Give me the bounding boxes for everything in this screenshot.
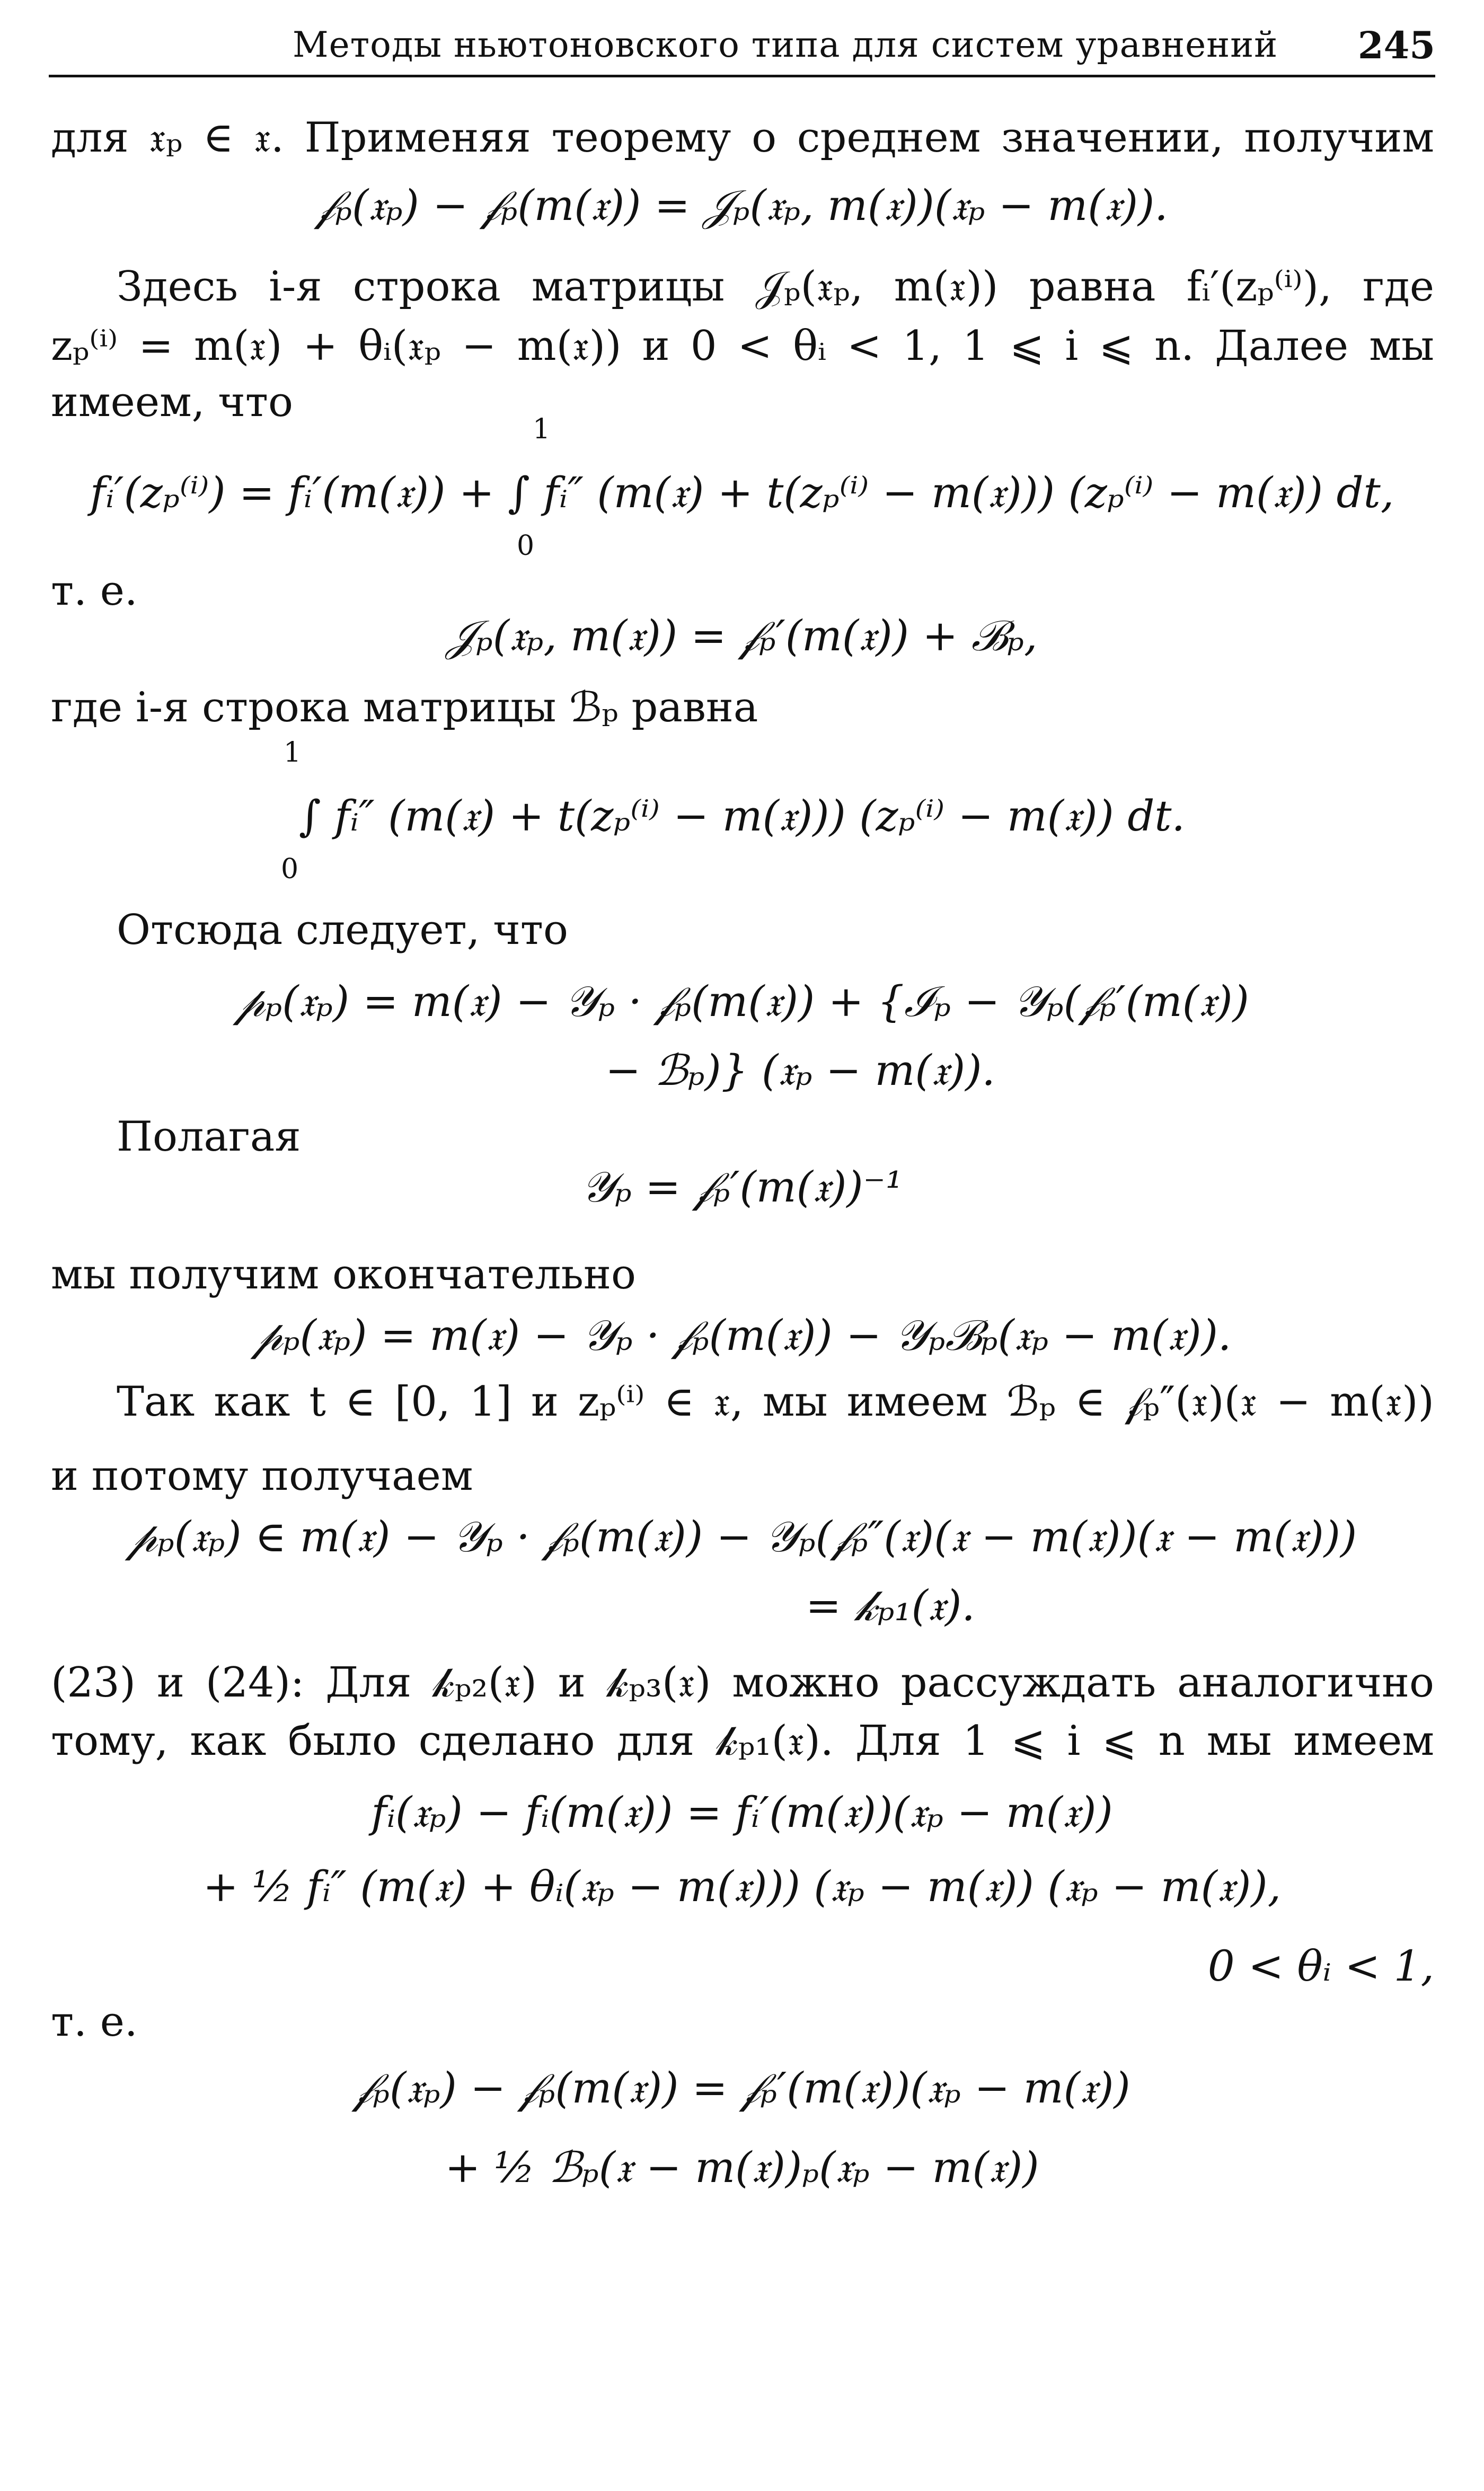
text-line: Полагая	[117, 1113, 301, 1161]
text-line: Отсюда следует, что	[117, 906, 568, 954]
equation-mean-value: 𝒻ₚ(𝔵ₚ) − 𝒻ₚ(m(𝔵)) = 𝒥ₚ(𝔵ₚ, m(𝔵))(𝔵ₚ − m(𝔵)).	[316, 181, 1168, 230]
equation-taylor: fᵢ(𝔵ₚ) − fᵢ(m(𝔵)) = fᵢ′(m(𝔵))(𝔵ₚ − m(𝔵))	[371, 1788, 1113, 1837]
equation-inclusion-cont: = 𝓀ₚ₁(𝔵).	[806, 1581, 975, 1630]
integral-lower-limit: 0	[281, 853, 299, 885]
header-rule	[49, 75, 1435, 77]
text-line: Так как t ∈ [0, 1] и zₚ⁽ⁱ⁾ ∈ 𝔵, мы имеем ℬₚ ∈ 𝒻ₚ″(𝔵)(𝔵 − m(𝔵))	[117, 1378, 1434, 1426]
text-line: Здесь i-я строка матрицы 𝒥ₚ(𝔵ₚ, m(𝔵)) равна fᵢ′(zₚ⁽ⁱ⁾), где	[117, 263, 1434, 311]
text-line: тому, как было сделано для 𝓀ₚ₁(𝔵). Для 1 ⩽ i ⩽ n мы имеем	[51, 1717, 1434, 1765]
text-line: zₚ⁽ⁱ⁾ = m(𝔵) + θᵢ(𝔵ₚ − m(𝔵)) и 0 < θᵢ < 1, 1 ⩽ i ⩽ n. Далее мы	[51, 322, 1434, 370]
text-line: для 𝔵ₚ ∈ 𝔵. Применяя теорему о среднем значении, получим	[51, 114, 1434, 162]
running-header	[49, 19, 1435, 77]
text-line: и потому получаем	[51, 1452, 473, 1500]
text-line: т. е.	[51, 1998, 138, 2046]
equation-jacobian: 𝒥ₚ(𝔵ₚ, m(𝔵)) = 𝒻ₚ′(m(𝔵)) + ℬₚ,	[446, 611, 1038, 660]
integral-upper-limit: 1	[533, 413, 551, 445]
equation-row-integral: ∫ fᵢ″ (m(𝔵) + t(zₚ⁽ⁱ⁾ − m(𝔵))) (zₚ⁽ⁱ⁾ − m(𝔵)) dt.	[299, 791, 1185, 841]
equation-vector-taylor-cont: + ½ ℬₚ(𝔵 − m(𝔵))ₚ(𝔵ₚ − m(𝔵))	[445, 2143, 1039, 2192]
equation-final: 𝓅ₚ(𝔵ₚ) = m(𝔵) − 𝒴ₚ · 𝒻ₚ(m(𝔵)) − 𝒴ₚℬₚ(𝔵ₚ − m(𝔵)).	[252, 1311, 1232, 1360]
equation-y-def: 𝒴ₚ = 𝒻ₚ′(m(𝔵))⁻¹	[581, 1162, 903, 1212]
text-line: т. е.	[51, 567, 138, 615]
equation-inclusion: 𝓅ₚ(𝔵ₚ) ∈ m(𝔵) − 𝒴ₚ · 𝒻ₚ(m(𝔵)) − 𝒴ₚ(𝒻ₚ″(𝔵)(𝔵 − m(𝔵))(𝔵 − m(𝔵)))	[127, 1512, 1357, 1561]
equation-p-operator-cont: − ℬₚ)} (𝔵ₚ − m(𝔵)).	[605, 1046, 995, 1095]
equation-p-operator: 𝓅ₚ(𝔵ₚ) = m(𝔵) − 𝒴ₚ · 𝒻ₚ(m(𝔵)) + {ℐₚ − 𝒴ₚ(𝒻ₚ′(m(𝔵))	[235, 977, 1249, 1026]
equation-theta-bound: 0 < θᵢ < 1,	[1207, 1941, 1434, 1991]
text-line: (23) и (24): Для 𝓀ₚ₂(𝔵) и 𝓀ₚ₃(𝔵) можно рассуждать аналогично	[51, 1659, 1434, 1707]
equation-derivative-integral: fᵢ′(zₚ⁽ⁱ⁾) = fᵢ′(m(𝔵)) + ∫ fᵢ″ (m(𝔵) + t(zₚ⁽ⁱ⁾ − m(𝔵))) (zₚ⁽ⁱ⁾ − m(𝔵)) dt,	[90, 468, 1394, 517]
running-title: Методы ньютоновского типа для систем уравнений	[293, 24, 1278, 65]
text-line: где i-я строка матрицы ℬₚ равна	[51, 684, 758, 731]
integral-upper-limit: 1	[284, 737, 302, 768]
page-number: 245	[1357, 23, 1435, 67]
text-line: имеем, что	[51, 378, 293, 426]
equation-vector-taylor: 𝒻ₚ(𝔵ₚ) − 𝒻ₚ(m(𝔵)) = 𝒻ₚ′(m(𝔵))(𝔵ₚ − m(𝔵))	[354, 2063, 1130, 2113]
text-line: мы получим окончательно	[51, 1251, 636, 1298]
equation-taylor-cont: + ½ fᵢ″ (m(𝔵) + θᵢ(𝔵ₚ − m(𝔵))) (𝔵ₚ − m(𝔵)) (𝔵ₚ − m(𝔵)),	[202, 1862, 1282, 1911]
integral-lower-limit: 0	[517, 530, 535, 562]
